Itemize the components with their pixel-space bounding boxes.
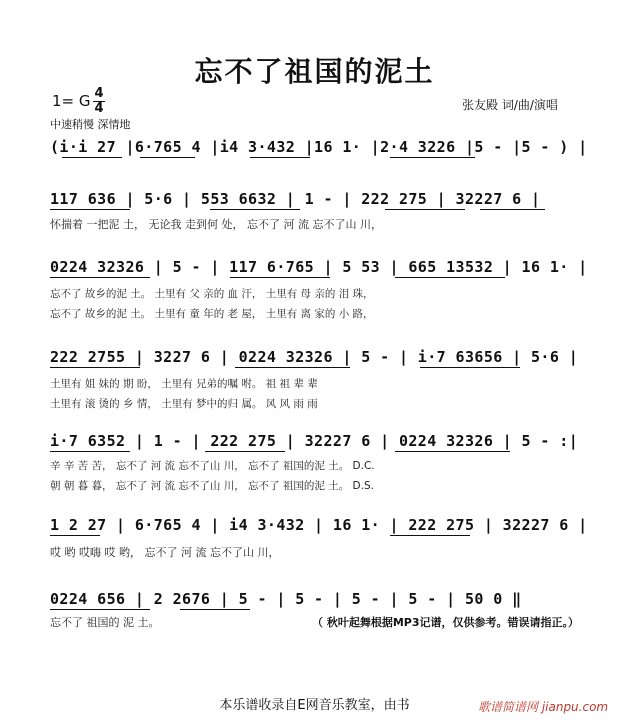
notation-line-7: 0224 656 | 2 2676 | 5 - | 5 - | 5 - | 5 - | 50 0 ‖ <box>50 590 522 608</box>
beam-line <box>390 535 470 536</box>
notation-line-1: (i·i 27 |6·765 4 |i4 3·432 |16 1· |2·4 3226 |5 - |5 - ) | <box>50 138 588 156</box>
score-title: 忘不了祖国的泥土 <box>194 55 435 88</box>
beam-line <box>385 209 465 210</box>
time-signature-top: 4 <box>94 86 104 101</box>
notation-line-4: 222 2755 | 3227 6 | 0224 32326 | 5 - | i·7 63656 | 5·6 | <box>50 348 579 366</box>
beam-line <box>205 451 285 452</box>
beam-line <box>180 609 250 610</box>
beam-line <box>395 451 510 452</box>
beam-line <box>140 157 195 158</box>
notation-line-2: 117 636 | 5·6 | 553 6632 | 1 - | 222 275 | 32227 6 | <box>50 190 541 208</box>
beam-line <box>480 209 545 210</box>
lyrics-line-4-verse-2: 土里有 滚 烫的 乡 情， 土里有 梦中的归 属。 风 风 雨 雨 <box>50 398 318 410</box>
beam-line <box>50 535 100 536</box>
beam-line <box>210 209 300 210</box>
beam-line <box>50 367 140 368</box>
beam-line <box>50 209 130 210</box>
lyrics-line-3-verse-1: 忘不了 故乡的泥 土。 土里有 父 亲的 血 汗， 土里有 母 亲的 泪 珠， <box>50 288 374 300</box>
beam-line <box>235 367 350 368</box>
beam-line <box>50 451 130 452</box>
lyrics-line-6: 哎 哟 哎嗨 哎 哟， 忘不了 河 流 忘不了山 川， <box>50 546 280 559</box>
time-signature-bottom: 4 <box>94 101 104 116</box>
lyrics-line-7: 忘不了 祖国的 泥 土。 <box>50 616 160 629</box>
beam-line <box>50 609 150 610</box>
lyrics-line-2: 怀揣着 一把泥 土， 无论我 走到何 处， 忘不了 河 流 忘不了山 川， <box>50 218 382 231</box>
key-signature: 1= G <box>52 92 91 110</box>
credit: 张友殿 词/曲/演唱 <box>462 98 558 112</box>
beam-line <box>395 277 505 278</box>
notation-line-6: 1 2 27 | 6·765 4 | i4 3·432 | 16 1· | 222 275 | 32227 6 | <box>50 516 588 534</box>
beam-line <box>62 157 122 158</box>
lyrics-line-4-verse-1: 土里有 姐 妹的 期 盼， 土里有 兄弟的嘱 咐。 祖 祖 辈 辈 <box>50 378 318 390</box>
beam-line <box>50 277 150 278</box>
lyrics-line-3-verse-2: 忘不了 故乡的泥 土。 土里有 童 年的 老 屋， 土里有 离 家的 小 路， <box>50 308 374 320</box>
notation-line-3: 0224 32326 | 5 - | 117 6·765 | 5 53 | 665 13532 | 16 1· | <box>50 258 588 276</box>
lyrics-line-5-verse-2: 朝 朝 暮 暮， 忘不了 河 流 忘不了山 川， 忘不了 祖国的泥 土。 D.S. <box>50 480 374 492</box>
beam-line <box>390 157 475 158</box>
transcription-note: （ 秋叶起舞根据MP3记谱，仅供参考。错误请指正。） <box>312 616 579 629</box>
notation-line-5: i·7 6352 | 1 - | 222 275 | 32227 6 | 0224 32326 | 5 - :| <box>50 432 579 450</box>
beam-line <box>230 277 330 278</box>
lyrics-line-5-verse-1: 辛 辛 苦 苦， 忘不了 河 流 忘不了山 川， 忘不了 祖国的泥 土。 D.C. <box>50 460 375 472</box>
time-signature <box>93 88 105 115</box>
footer-source: 本乐谱收录自E网音乐教室，由书 <box>219 698 410 713</box>
beam-line <box>250 157 310 158</box>
beam-line <box>420 367 520 368</box>
tempo-marking: 中速稍慢 深情地 <box>50 118 131 131</box>
site-watermark: 歌谱简谱网 jianpu.com <box>478 700 609 714</box>
